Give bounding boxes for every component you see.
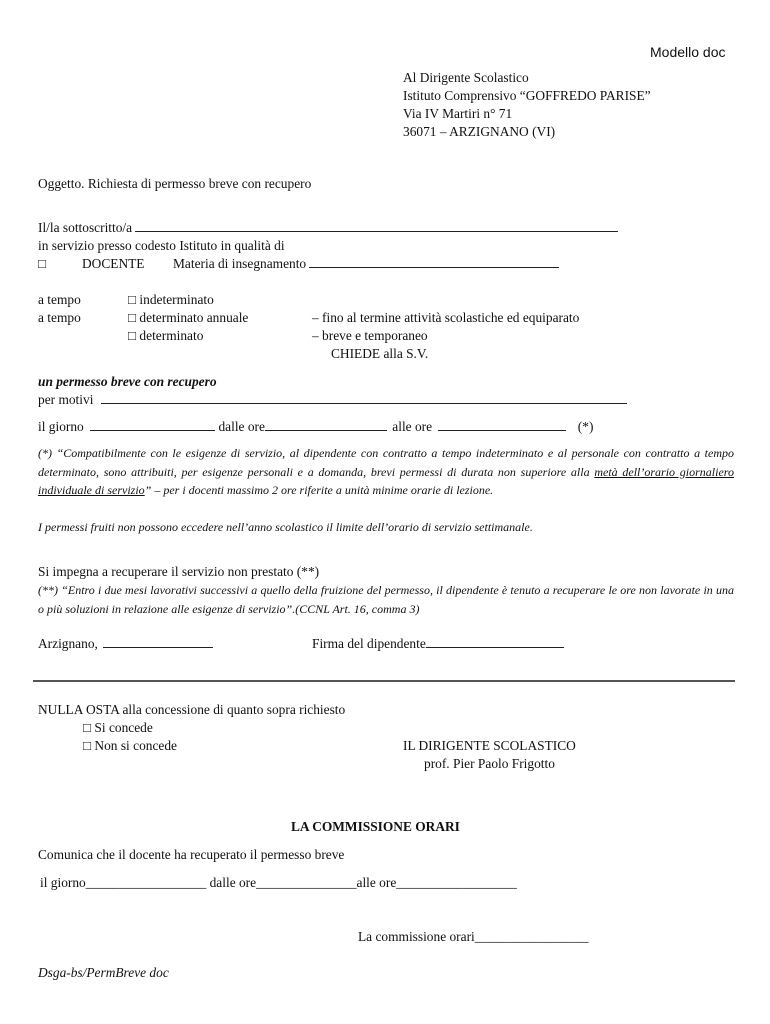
model-label: Modello doc <box>650 44 726 60</box>
option-indeterminato[interactable]: □ indeterminato <box>128 292 214 307</box>
commission-title: LA COMMISSIONE ORARI <box>291 819 460 834</box>
giorno-field[interactable] <box>90 418 215 431</box>
option-non-si-concede[interactable]: □ Non si concede <box>83 738 177 753</box>
teaching-subject-row <box>173 255 559 273</box>
service-label: in servizio presso codesto Istituto in qualità di <box>38 238 285 253</box>
alle-label: alle ore <box>392 419 433 434</box>
commission-signature[interactable]: La commissione orari_________________ <box>358 929 589 944</box>
tempo-label-2: a tempo <box>38 310 81 325</box>
footer-code: Dsga-bs/PermBreve doc <box>38 965 169 980</box>
motivi-field[interactable] <box>101 391 627 404</box>
signature-label: Firma del dipendente <box>312 636 426 651</box>
dalle-field[interactable] <box>265 418 387 431</box>
note-permessi: (*) “Compatibilmente con le esigenze di servizio, al dipendente con contratto a tempo indeterminato e al personale con contratto a tempo determinato, sono attribuiti, per esigenze personali e a domanda, brevi permessi di durata non superiore alla metà dell’orario giornaliero individuale di servizio” – per i docenti massimo 2 ore riferite a unità minime orarie di lezione. <box>38 446 734 497</box>
signature-field[interactable] <box>426 635 564 648</box>
approval-title: NULLA OSTA alla concessione di quanto sopra richiesto <box>38 702 346 717</box>
checkbox-docente[interactable]: □ <box>38 256 47 271</box>
teaching-subject-field[interactable] <box>309 255 559 268</box>
option-determinato[interactable]: □ determinato <box>128 328 204 343</box>
motivi-label: per motivi <box>38 392 94 407</box>
date-time-row <box>38 418 593 436</box>
tempo-label-1: a tempo <box>38 292 81 307</box>
place-row <box>38 635 213 653</box>
place-label: Arzignano, <box>38 636 98 651</box>
role-docente: DOCENTE <box>82 256 145 271</box>
request-title: un permesso breve con recupero <box>38 374 217 389</box>
note-limit: I permessi fruiti non possono eccedere nell’anno scolastico il limite dell’orario di servizio settimanale. <box>38 520 533 534</box>
name-row <box>38 219 618 237</box>
desc-annuale: – fino al termine attività scolastiche ed equiparato <box>312 310 580 325</box>
recipient-line-1: Al Dirigente Scolastico <box>403 70 529 85</box>
recipient-line-3: Via IV Martiri n° 71 <box>403 106 513 121</box>
teaching-subject-label: Materia di insegnamento <box>173 256 307 271</box>
chiede-label: CHIEDE alla S.V. <box>331 346 429 361</box>
recipient-line-4: 36071 – ARZIGNANO (VI) <box>403 124 556 139</box>
alle-field[interactable] <box>438 418 566 431</box>
dirigente-role: IL DIRIGENTE SCOLASTICO <box>403 738 576 753</box>
name-label: Il/la sottoscritto/a <box>38 220 133 235</box>
giorno-label: il giorno <box>38 419 84 434</box>
option-determinato-annuale[interactable]: □ determinato annuale <box>128 310 249 325</box>
signature-row <box>312 635 564 653</box>
commission-statement: Comunica che il docente ha recuperato il permesso breve <box>38 847 345 862</box>
option-si-concede[interactable]: □ Si concede <box>83 720 153 735</box>
recovery-commitment: Si impegna a recuperare il servizio non prestato (**) <box>38 564 320 579</box>
date-field[interactable] <box>103 635 213 648</box>
dirigente-name: prof. Pier Paolo Frigotto <box>424 756 555 771</box>
motivi-row <box>38 391 627 409</box>
recipient-line-2: Istituto Comprensivo “GOFFREDO PARISE” <box>403 88 651 103</box>
asterisk-ref: (*) <box>577 419 594 434</box>
subject-line: Oggetto. Richiesta di permesso breve con recupero <box>38 176 312 191</box>
name-field[interactable] <box>135 219 618 232</box>
recovery-note: (**) “Entro i due mesi lavorativi successivi a quello della fruizione del permesso, il dipendente è tenuto a recuperare le ore non lavorate in una o più soluzioni in relazione alle esigenze di servizio”.(CCNL Art. 16, comma 3) <box>38 583 734 616</box>
note-underlined: metà dell’orario giornaliero individuale di servizio <box>38 464 734 497</box>
desc-determinato: – breve e temporaneo <box>312 328 428 343</box>
dalle-label: dalle ore <box>218 419 265 434</box>
commission-date-row[interactable]: il giorno__________________ dalle ore_______________alle ore__________________ <box>40 875 517 890</box>
section-divider <box>33 680 735 682</box>
